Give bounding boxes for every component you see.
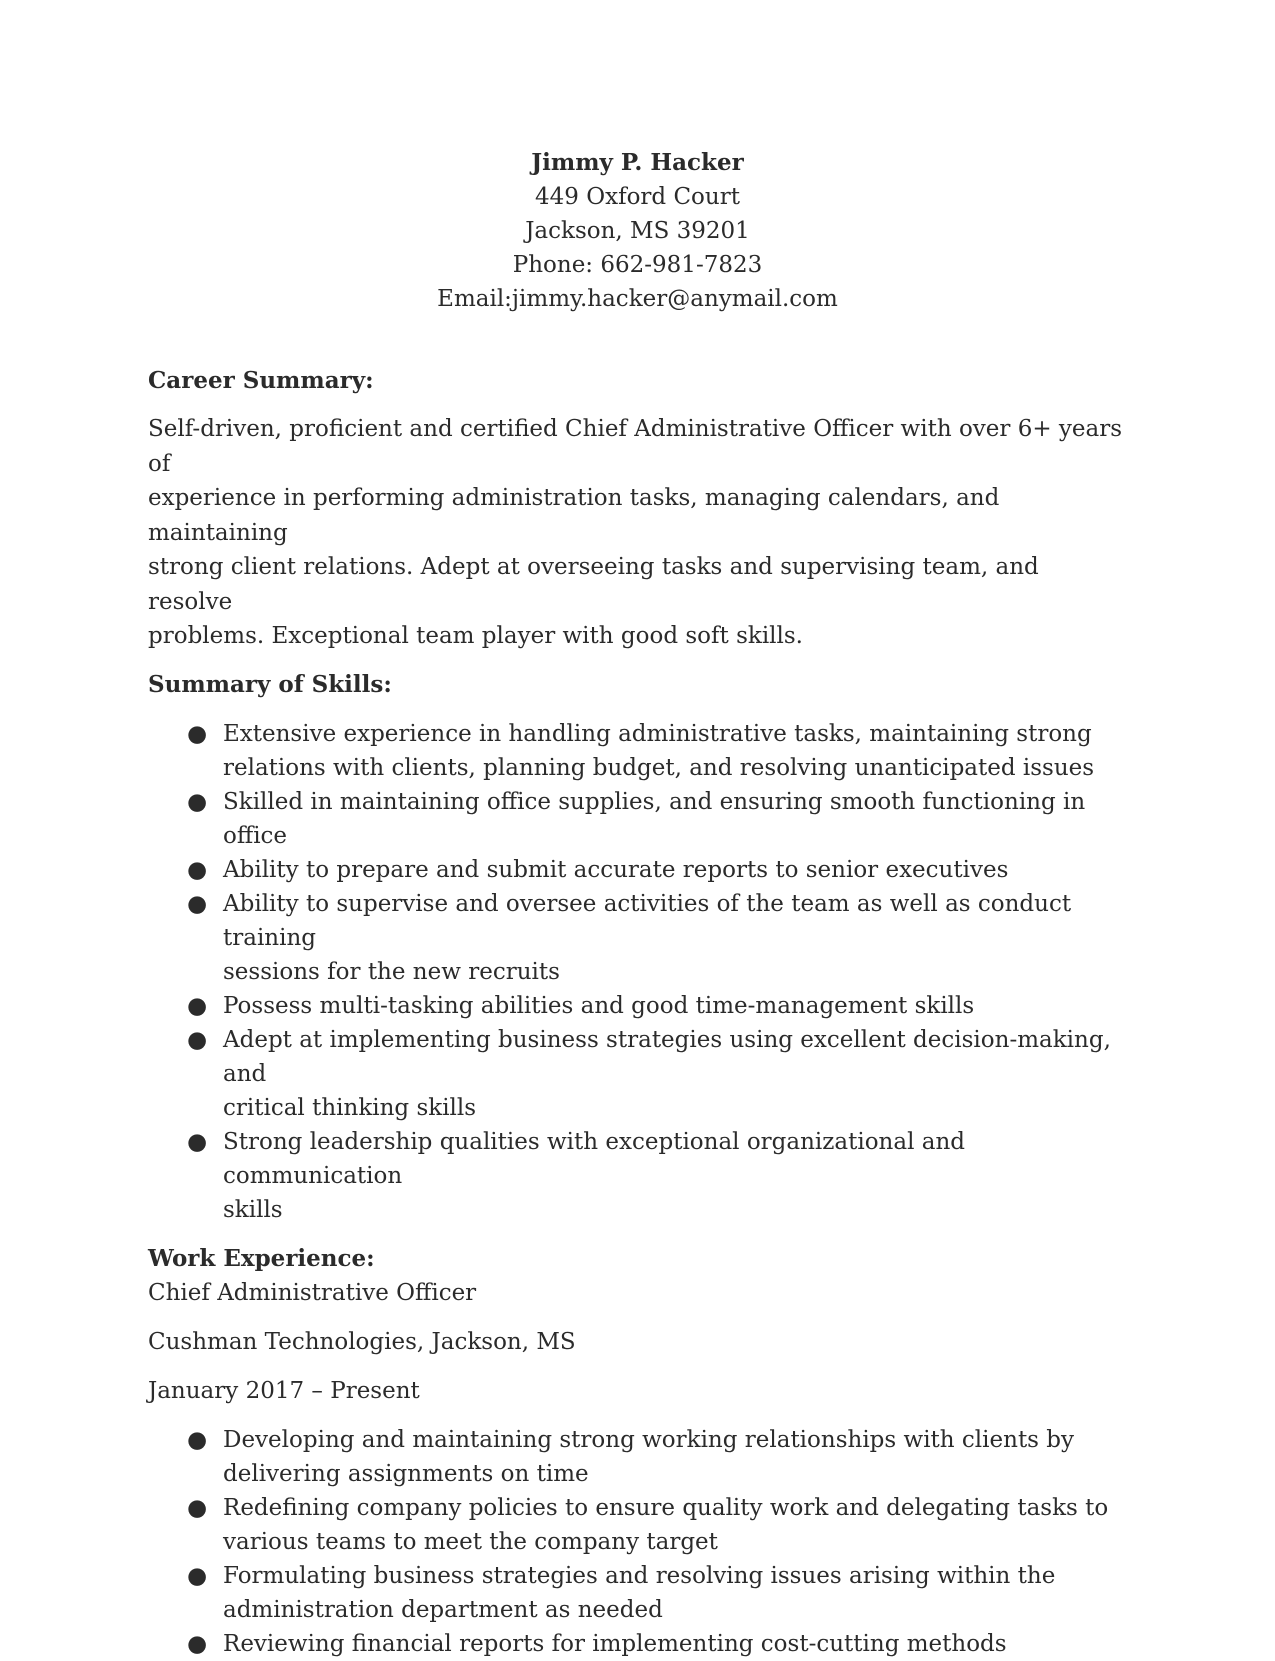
skills-list: [148, 717, 1127, 1227]
work-duties-list: [148, 1423, 1127, 1661]
company-location: Cushman Technologies, Jackson, MS: [148, 1328, 576, 1355]
list-item-line: Skilled in maintaining office supplies, and ensuring smooth functioning in office: [223, 788, 1086, 849]
street-address: 449 Oxford Court: [535, 184, 740, 210]
bullet-icon: ●: [187, 1494, 208, 1521]
list-item: [148, 853, 1127, 887]
spacer: [148, 1359, 1127, 1374]
skills-heading: Summary of Skills:: [148, 670, 392, 698]
career-summary-line: experience in performing administration tasks, managing calendars, and maintaining: [148, 485, 1000, 546]
spacer: [148, 654, 1127, 668]
list-item: [148, 1627, 1127, 1661]
list-item-line: Ability to prepare and submit accurate reports to senior executives: [223, 856, 1009, 883]
career-summary-line: Self-driven, proficient and certified Chief Administrative Officer with over 6+ years of: [148, 416, 1123, 477]
list-item-line: Reviewing financial reports for implementing cost-cutting methods: [223, 1630, 1007, 1657]
work-experience-heading: Work Experience:: [148, 1244, 375, 1272]
bullet-icon: ●: [187, 720, 208, 747]
career-summary-line: problems. Exceptional team player with good soft skills.: [148, 623, 803, 649]
list-item-line: skills: [223, 1196, 283, 1223]
list-item-line: administration department as needed: [223, 1596, 663, 1623]
career-summary-heading: Career Summary:: [148, 367, 374, 394]
list-item: [148, 887, 1127, 989]
list-item-line: Strong leadership qualities with exceptional organizational and communication: [223, 1128, 965, 1189]
bullet-icon: ●: [187, 1426, 208, 1453]
bullet-icon: ●: [187, 992, 208, 1019]
bullet-icon: ●: [187, 890, 208, 917]
list-item-line: Extensive experience in handling administrative tasks, maintaining strong: [223, 720, 1092, 747]
bullet-icon: ●: [187, 788, 208, 815]
list-item: [148, 1023, 1127, 1125]
spacer: [148, 316, 1127, 364]
spacer: [148, 1408, 1127, 1423]
list-item-line: Redefining company policies to ensure quality work and delegating tasks to: [223, 1494, 1109, 1521]
list-item-line: sessions for the new recruits: [223, 958, 560, 985]
spacer: [148, 1310, 1127, 1325]
bullet-icon: ●: [187, 856, 208, 883]
list-item: [148, 1491, 1127, 1559]
list-item-line: Developing and maintaining strong working relationships with clients by: [223, 1426, 1075, 1453]
spacer: [148, 702, 1127, 717]
city-state-zip: Jackson, MS 39201: [525, 218, 750, 244]
list-item-line: Possess multi-tasking abilities and good time-management skills: [223, 992, 975, 1019]
spacer: [148, 398, 1127, 412]
employment-dates: January 2017 – Present: [148, 1377, 420, 1404]
list-item-line: Adept at implementing business strategies using excellent decision-making, and: [223, 1026, 1111, 1087]
career-summary-paragraph: [148, 412, 1127, 654]
bullet-icon: ●: [187, 1026, 208, 1053]
list-item: [148, 717, 1127, 785]
list-item: [148, 989, 1127, 1023]
list-item: [148, 785, 1127, 853]
list-item: [148, 1125, 1127, 1227]
career-summary-line: strong client relations. Adept at overseeing tasks and supervising team, and resolve: [148, 554, 1039, 615]
spacer: [148, 1227, 1127, 1242]
list-item-line: various teams to meet the company target: [223, 1528, 718, 1555]
candidate-name: Jimmy P. Hacker: [531, 149, 744, 176]
list-item: [148, 1423, 1127, 1491]
list-item: [148, 1559, 1127, 1627]
job-title: Chief Administrative Officer: [148, 1279, 477, 1306]
list-item-line: Formulating business strategies and resolving issues arising within the: [223, 1562, 1056, 1589]
phone-number: Phone: 662-981-7823: [512, 252, 763, 278]
contact-header: [148, 146, 1127, 316]
bullet-icon: ●: [187, 1128, 208, 1155]
bullet-icon: ●: [187, 1630, 208, 1657]
list-item-line: critical thinking skills: [223, 1094, 477, 1121]
email-address: Email:jimmy.hacker@anymail.com: [437, 286, 838, 312]
list-item-line: Ability to supervise and oversee activities of the team as well as conduct training: [223, 890, 1072, 951]
bullet-icon: ●: [187, 1562, 208, 1589]
list-item-line: relations with clients, planning budget, and resolving unanticipated issues: [223, 754, 1095, 781]
list-item-line: delivering assignments on time: [223, 1460, 589, 1487]
